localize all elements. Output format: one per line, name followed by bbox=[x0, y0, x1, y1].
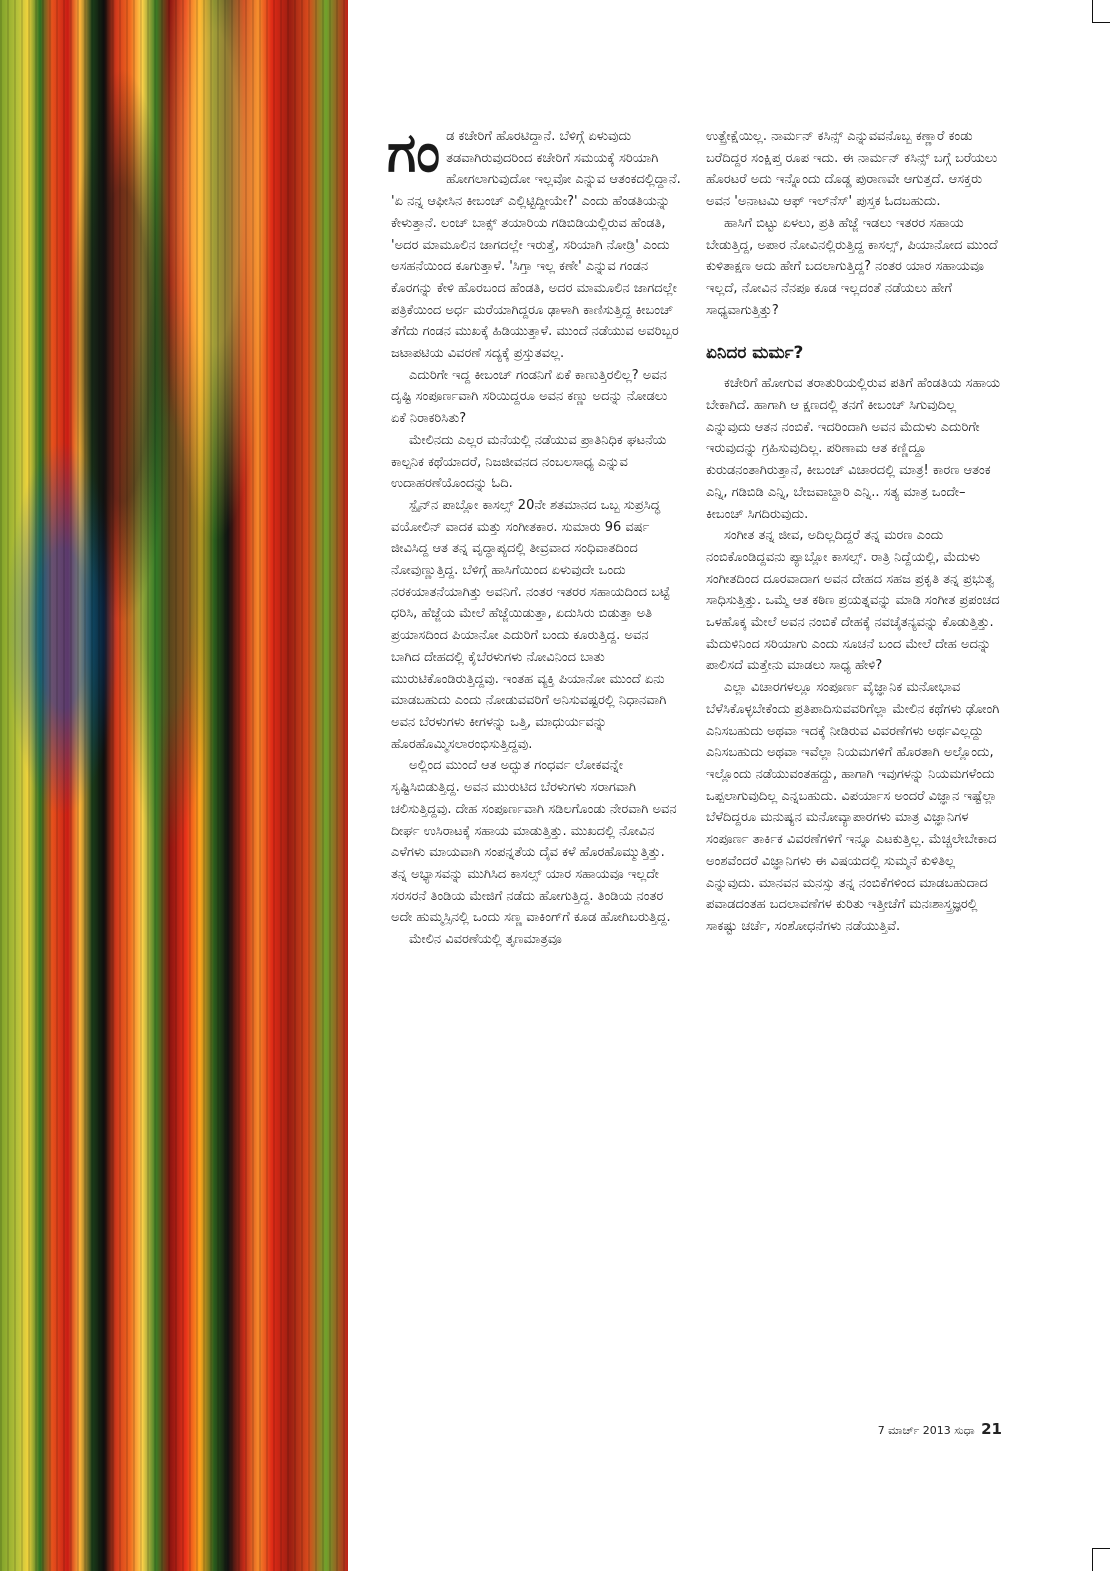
article-paragraph: ಅಲ್ಲಿಂದ ಮುಂದೆ ಆತ ಅದ್ಭುತ ಗಂಧರ್ವ ಲೋಕವನ್ನೇ ಸೃಷ್ಟಿಸಿಬಿಡುತ್ತಿದ್ದ. ಅವನ ಮುರುಟಿದ ಬೆರಳುಗಳು ಸರಾಗವಾಗಿ ಚಲಿಸುತ್ತಿದ್ದವು. ದೇಹ ಸಂಪೂರ್ಣವಾಗಿ ಸಡಿಲಗೊಂಡು ನೇರವಾಗಿ ಅವನ ದೀರ್ಘ ಉಸಿರಾಟಕ್ಕೆ ಸಹಾಯ ಮಾಡುತ್ತಿತ್ತು. ಮುಖದಲ್ಲಿ ನೋವಿನ ಎಳೆಗಳು ಮಾಯವಾಗಿ ಸಂಪನ್ನತೆಯ ದೈವ ಕಳೆ ಹೊರಹೊಮ್ಮುತ್ತಿತ್ತು. ತನ್ನ ಅಭ್ಯಾಸವನ್ನು ಮುಗಿಸಿದ ಕಾಸಲ್ಸ್ ಯಾರ ಸಹಾಯವೂ ಇಲ್ಲದೇ ಸರಸರನೆ ತಿಂಡಿಯ ಮೇಜಿಗೆ ನಡೆದು ಹೋಗುತ್ತಿದ್ದ. ತಿಂಡಿಯ ನಂತರ ಅದೇ ಹುಮ್ಮಸ್ಸಿನಲ್ಲಿ ಒಂದು ಸಣ್ಣ ವಾಕಿಂಗ್‌ಗೆ ಕೂಡ ಹೋಗಿಬರುತ್ತಿದ್ದ. bbox=[391, 758, 677, 926]
article-paragraph: ಹಾಸಿಗೆ ಬಿಟ್ಟು ಏಳಲು, ಪ್ರತಿ ಹೆಜ್ಜೆ ಇಡಲು ಇತರರ ಸಹಾಯ ಬೇಡುತ್ತಿದ್ದ, ಅಪಾರ ನೋವಿನಲ್ಲಿರುತ್ತಿದ್ದ ಕಾಸಲ್ಸ್, ಪಿಯಾನೋದ ಮುಂದೆ ಕುಳಿತಾಕ್ಷಣ ಅದು ಹೇಗೆ ಬದಲಾಗುತ್ತಿದ್ದ? ನಂತರ ಯಾರ ಸಹಾಯವೂ ಇಲ್ಲದೆ, ನೋವಿನ ನೆನಪೂ ಕೂಡ ಇಲ್ಲದಂತೆ ನಡೆಯಲು ಹೇಗೆ ಸಾಧ್ಯವಾಗುತ್ತಿತ್ತು? bbox=[706, 215, 998, 318]
article-paragraph bbox=[387, 121, 681, 365]
article-paragraph: ಮೇಲಿನದು ಎಲ್ಲರ ಮನೆಯಲ್ಲಿ ನಡೆಯುವ ಪ್ರಾತಿನಿಧಿಕ ಘಟನೆಯ ಕಾಲ್ಪನಿಕ ಕಥೆಯಾದರೆ, ನಿಜಜೀವನದ ನಂಬಲಸಾಧ್ಯ ಎನ್ನುವ ಉದಾಹರಣೆಯೊಂದನ್ನು ಓದಿ. bbox=[391, 432, 667, 492]
drop-cap: ಗಂ bbox=[387, 121, 441, 184]
crop-mark bbox=[1092, 0, 1093, 22]
crop-mark bbox=[1092, 1548, 1093, 1571]
crop-mark bbox=[1092, 22, 1110, 23]
article-paragraph: ಉತ್ಪ್ರೇಕ್ಷೆಯಿಲ್ಲ. ನಾರ್ಮನ್ ಕಸಿನ್ಸ್ ಎನ್ನುವವನೊಬ್ಬ ಕಣ್ಣಾರೆ ಕಂಡು ಬರೆದಿದ್ದರ ಸಂಕ್ಷಿಪ್ತ ರೂಪ ಇದು. ಈ ನಾರ್ಮನ್ ಕಸಿನ್ಸ್ ಬಗ್ಗೆ ಬರೆಯಲು ಹೊರಟರೆ ಅದು ಇನ್ನೊಂದು ದೊಡ್ಡ ಪುರಾಣವೇ ಆಗುತ್ತದೆ. ಆಸಕ್ತರು ಅವನ 'ಅನಾಟಮಿ ಆಫ್ ಇಲ್‌ನೆಸ್' ಪುಸ್ತಕ ಓದಬಹುದು. bbox=[706, 129, 998, 210]
article-paragraph: ಸಂಗೀತ ತನ್ನ ಜೀವ, ಅದಿಲ್ಲದಿದ್ದರೆ ತನ್ನ ಮರಣ ಎಂದು ನಂಬಿಕೊಂಡಿದ್ದವನು ಪ್ಯಾಬ್ಲೋ ಕಾಸಲ್ಸ್. ರಾತ್ರಿ ನಿದ್ದೆಯಲ್ಲಿ, ಮೆದುಳು ಸಂಗೀತದಿಂದ ದೂರವಾದಾಗ ಅವನ ದೇಹದ ಸಹಜ ಪ್ರಕೃತಿ ತನ್ನ ಪ್ರಭುತ್ವ ಸಾಧಿಸುತ್ತಿತ್ತು. ಒಮ್ಮೆ ಆತ ಕಠಿಣ ಪ್ರಯತ್ನವನ್ನು ಮಾಡಿ ಸಂಗೀತ ಪ್ರಪಂಚದ ಒಳಹೊಕ್ಕ ಮೇಲೆ ಅವನ ನಂಬಿಕೆ ದೇಹಕ್ಕೆ ನವಚೈತನ್ಯವನ್ನು ಕೊಡುತ್ತಿತ್ತು. ಮೆದುಳಿನಿಂದ ಸರಿಯಾಗು ಎಂದು ಸೂಚನೆ ಬಂದ ಮೇಲೆ ದೇಹ ಅದನ್ನು ಪಾಲಿಸದೆ ಮತ್ತೇನು ಮಾಡಲು ಸಾಧ್ಯ ಹೇಳಿ? bbox=[706, 528, 1000, 674]
article-paragraph: ಎದುರಿಗೇ ಇದ್ದ ಕೀಬಂಚ್ ಗಂಡನಿಗೆ ಏಕೆ ಕಾಣುತ್ತಿರಲಿಲ್ಲ? ಅವನ ದೃಷ್ಟಿ ಸಂಪೂರ್ಣವಾಗಿ ಸರಿಯಿದ್ದರೂ ಅವನ ಕಣ್ಣು ಅದನ್ನು ನೋಡಲು ಏಕೆ ನಿರಾಕರಿಸಿತು? bbox=[391, 367, 668, 427]
article-paragraph: ಸ್ಪೈನ್‌ನ ಪಾಬ್ಲೋ ಕಾಸಲ್ಸ್ 20ನೇ ಶತಮಾನದ ಒಬ್ಬ ಸುಪ್ರಸಿದ್ಧ ವಯೋಲಿನ್ ವಾದಕ ಮತ್ತು ಸಂಗೀತಕಾರ. ಸುಮಾರು 96 ವರ್ಷ ಜೀವಿಸಿದ್ದ ಆತ ತನ್ನ ವೃದ್ಧಾಪ್ಯದಲ್ಲಿ ತೀವ್ರವಾದ ಸಂಧಿವಾತದಿಂದ ನೋವುಣ್ಣುತ್ತಿದ್ದ. ಬೆಳಿಗ್ಗೆ ಹಾಸಿಗೆಯಿಂದ ಏಳುವುದೇ ಒಂದು ನರಕಯಾತನೆಯಾಗಿತ್ತು ಅವನಿಗೆ. ನಂತರ ಇತರರ ಸಹಾಯದಿಂದ ಬಟ್ಟೆ ಧರಿಸಿ, ಹೆಜ್ಜೆಯ ಮೇಲೆ ಹೆಜ್ಜೆಯಿಡುತ್ತಾ, ಏದುಸಿರು ಬಿಡುತ್ತಾ ಅತಿ ಪ್ರಯಾಸದಿಂದ ಪಿಯಾನೋ ಎದುರಿಗೆ ಬಂದು ಕೂರುತ್ತಿದ್ದ. ಅವನ ಬಾಗಿದ ದೇಹದಲ್ಲಿ ಕೈಬೆರಳುಗಳು ನೋವಿನಿಂದ ಬಾತು ಮುರುಟಿಕೊಂಡಿರುತ್ತಿದ್ದವು. ಇಂತಹ ವ್ಯಕ್ತಿ ಪಿಯಾನೋ ಮುಂದೆ ಏನು ಮಾಡಬಹುದು ಎಂದು ನೋಡುವವರಿಗೆ ಅನಿಸುವಷ್ಟರಲ್ಲಿ ನಿಧಾನವಾಗಿ ಅವನ ಬೆರಳುಗಳು ಕೀಗಳನ್ನು ಒತ್ತಿ, ಮಾಧುರ್ಯವನ್ನು ಹೊರಹೊಮ್ಮಿಸಲಾರಂಭಿಸುತ್ತಿದ್ದವು. bbox=[391, 497, 670, 752]
crop-mark bbox=[1092, 1548, 1110, 1549]
abstract-painting-illustration bbox=[0, 0, 348, 1571]
magazine-name: ಸುಧಾ bbox=[954, 1424, 975, 1437]
article-column-1 bbox=[387, 121, 681, 951]
paragraph-text: ಡ ಕಚೇರಿಗೆ ಹೊರಟಿದ್ದಾನೆ. ಬೆಳಿಗ್ಗೆ ಏಳುವುದು ತಡವಾಗಿರುವುದರಿಂದ ಕಚೇರಿಗೆ ಸಮಯಕ್ಕೆ ಸರಿಯಾಗಿ ಹೋಗಲಾಗುವುದೋ ಇಲ್ಲವೋ ಎನ್ನುವ ಆತಂಕದಲ್ಲಿದ್ದಾನೆ. 'ಏ ನನ್ನ ಆಫೀಸಿನ ಕೀಬಂಚ್ ಎಲ್ಲಿಟ್ಟಿದ್ದೀಯೇ?' ಎಂದು ಹೆಂಡತಿಯನ್ನು ಕೇಳುತ್ತಾನೆ. ಲಂಚ್ ಬಾಕ್ಸ್ ತಯಾರಿಯ ಗಡಿಬಿಡಿಯಲ್ಲಿರುವ ಹೆಂಡತಿ, 'ಅದರ ಮಾಮೂಲಿನ ಜಾಗದಲ್ಲೇ ಇರುತ್ತೆ, ಸರಿಯಾಗಿ ನೋಡ್ರಿ' ಎಂದು ಅಸಹನೆಯಿಂದ ಕೂಗುತ್ತಾಳೆ. 'ಸಿಗ್ತಾ ಇಲ್ಲ ಕಣೇ' ಎನ್ನುವ ಗಂಡನ ಕೊರಗನ್ನು ಕೇಳಿ ಹೊರಬಂದ ಹೆಂಡತಿ, ಅದರ ಮಾಮೂಲಿನ ಜಾಗದಲ್ಲೇ ಪತ್ರಿಕೆಯಿಂದ ಅರ್ಧ ಮರೆಯಾಗಿದ್ದರೂ ಢಾಳಾಗಿ ಕಾಣಿಸುತ್ತಿದ್ದ ಕೀಬಂಚ್ ತೆಗೆದು ಗಂಡನ ಮುಖಕ್ಕೆ ಹಿಡಿಯುತ್ತಾಳೆ. ಮುಂದೆ ನಡೆಯುವ ಅವರಿಬ್ಬರ ಜಟಾಪಟಿಯ ವಿವರಣೆ ಸದ್ಯಕ್ಕೆ ಪ್ರಸ್ತುತವಲ್ಲ. bbox=[391, 129, 681, 362]
article-paragraph: ಎಲ್ಲಾ ವಿಚಾರಗಳಲ್ಲೂ ಸಂಪೂರ್ಣ ವೈಜ್ಞಾನಿಕ ಮನೋಭಾವ ಬೆಳೆಸಿಕೊಳ್ಳಬೇಕೆಂದು ಪ್ರತಿಪಾದಿಸುವವರಿಗೆಲ್ಲಾ ಮೇಲಿನ ಕಥೆಗಳು ಢೋಂಗಿ ಎನಿಸಬಹುದು ಅಥವಾ ಇದಕ್ಕೆ ನೀಡಿರುವ ವಿವರಣೆಗಳು ಅರ್ಥವಿಲ್ಲದ್ದು ಎನಿಸಬಹುದು ಅಥವಾ ಇವೆಲ್ಲಾ ನಿಯಮಗಳಿಗೆ ಹೊರತಾಗಿ ಅಲ್ಲೊಂದು, ಇಲ್ಲೊಂದು ನಡೆಯುವಂತಹದ್ದು, ಹಾಗಾಗಿ ಇವುಗಳನ್ನು ನಿಯಮಗಳೆಂದು ಒಪ್ಪಲಾಗುವುದಿಲ್ಲ ಎನ್ನಬಹುದು. ವಿಪರ್ಯಾಸ ಅಂದರೆ ವಿಜ್ಞಾನ ಇಷ್ಟೆಲ್ಲಾ ಬೆಳೆದಿದ್ದರೂ ಮನುಷ್ಯನ ಮನೋವ್ಯಾಪಾರಗಳು ಮಾತ್ರ ವಿಜ್ಞಾನಿಗಳ ಸಂಪೂರ್ಣ ತಾರ್ಕಿಕ ವಿವರಣೆಗಳಿಗೆ ಇನ್ನೂ ಎಟಕುತ್ತಿಲ್ಲ. ಮೆಚ್ಚಲೇಬೇಕಾದ ಅಂಶವೆಂದರೆ ವಿಜ್ಞಾನಿಗಳು ಈ ವಿಷಯದಲ್ಲಿ ಸುಮ್ಮನೆ ಕುಳಿತಿಲ್ಲ ಎನ್ನುವುದು. ಮಾನವನ ಮನಸ್ಸು ತನ್ನ ನಂಬಿಕೆಗಳಿಂದ ಮಾಡಬಹುದಾದ ಪವಾಡದಂತಹ ಬದಲಾವಣೆಗಳ ಕುರಿತು ಇತ್ತೀಚೆಗೆ ಮನಃಶಾಸ್ತ್ರಜ್ಞರಲ್ಲಿ ಸಾಕಷ್ಟು ಚರ್ಚೆ, ಸಂಶೋಧನೆಗಳು ನಡೆಯುತ್ತಿವೆ. bbox=[706, 680, 1000, 934]
issue-date: 7 ಮಾರ್ಚ್ 2013 bbox=[877, 1424, 951, 1437]
article-column-2 bbox=[706, 126, 1002, 938]
section-subheading: ಏನಿದರ ಮರ್ಮ? bbox=[706, 343, 804, 364]
article-paragraph: ಕಚೇರಿಗೆ ಹೋಗುವ ತರಾತುರಿಯಲ್ಲಿರುವ ಪತಿಗೆ ಹೆಂಡತಿಯ ಸಹಾಯ ಬೇಕಾಗಿದೆ. ಹಾಗಾಗಿ ಆ ಕ್ಷಣದಲ್ಲಿ ತನಗೆ ಕೀಬಂಚ್ ಸಿಗುವುದಿಲ್ಲ ಎನ್ನುವುದು ಆತನ ನಂಬಿಕೆ. ಇದರಿಂದಾಗಿ ಅವನ ಮೆದುಳು ಎದುರಿಗೇ ಇರುವುದನ್ನು ಗ್ರಹಿಸುವುದಿಲ್ಲ. ಪರಿಣಾಮ ಆತ ಕಣ್ಣಿದ್ದೂ ಕುರುಡನಂತಾಗಿರುತ್ತಾನೆ, ಕೀಬಂಚ್ ವಿಚಾರದಲ್ಲಿ ಮಾತ್ರ! ಕಾರಣ ಆತಂಕ ಎನ್ನಿ, ಗಡಿಬಿಡಿ ಎನ್ನಿ, ಬೇಜವಾಬ್ದಾರಿ ಎನ್ನಿ.. ಸತ್ಯ ಮಾತ್ರ ಒಂದೇ– ಕೀಬಂಚ್ ಸಿಗದಿರುವುದು. bbox=[706, 376, 1001, 522]
article-paragraph: ಮೇಲಿನ ವಿವರಣೆಯಲ್ಲಿ ತೃಣಮಾತ್ರವೂ bbox=[409, 932, 562, 948]
page-number: 21 bbox=[981, 1420, 1002, 1438]
page-footer bbox=[860, 1420, 1002, 1438]
